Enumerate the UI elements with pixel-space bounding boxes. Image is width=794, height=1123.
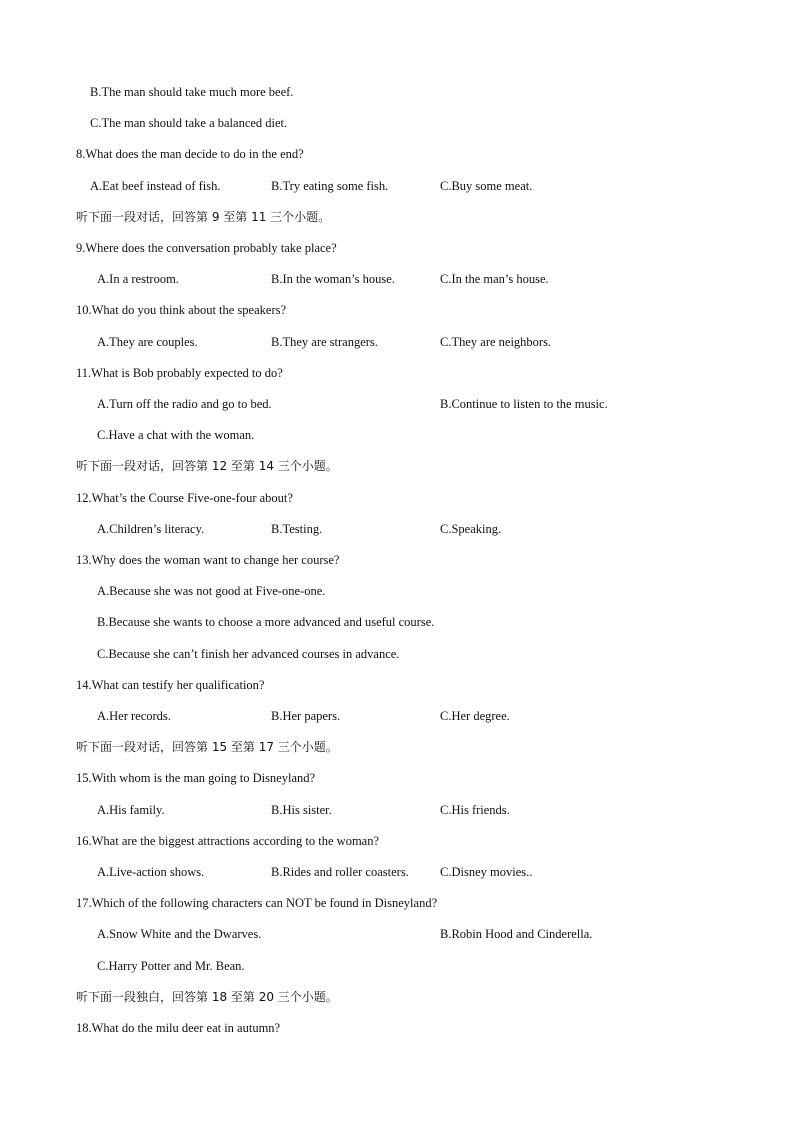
question-text: 17.Which of the following characters can NOT be found in Disneyland?	[76, 896, 438, 910]
section-instruction: 听下面一段对话，回答第 9 至第 11 三个小题。	[76, 210, 331, 224]
section-instruction: 听下面一段独白，回答第 18 至第 20 三个小题。	[76, 990, 338, 1004]
answer-option: A.Children’s literacy.	[97, 522, 205, 536]
answer-option: C.His friends.	[440, 803, 510, 817]
answer-option: C.Her degree.	[440, 709, 510, 723]
answer-option: C.Because she can’t finish her advanced courses in advance.	[97, 647, 400, 661]
answer-option: C.The man should take a balanced diet.	[90, 116, 288, 130]
answer-option: B.The man should take much more beef.	[90, 85, 294, 99]
answer-option: B.They are strangers.	[271, 335, 378, 349]
question-text: 12.What’s the Course Five-one-four about?	[76, 491, 293, 505]
section-instruction: 听下面一段对话，回答第 12 至第 14 三个小题。	[76, 459, 338, 473]
question-text: 10.What do you think about the speakers?	[76, 303, 287, 317]
answer-option: B.Because she wants to choose a more advanced and useful course.	[97, 615, 435, 629]
section-instruction: 听下面一段对话，回答第 15 至第 17 三个小题。	[76, 740, 338, 754]
question-text: 11.What is Bob probably expected to do?	[76, 366, 283, 380]
answer-option: A.Turn off the radio and go to bed.	[97, 397, 272, 411]
question-text: 13.Why does the woman want to change her course?	[76, 553, 340, 567]
answer-option: B.In the woman’s house.	[271, 272, 395, 286]
answer-option: B.His sister.	[271, 803, 332, 817]
question-text: 8.What does the man decide to do in the end?	[76, 147, 304, 161]
answer-option: A.Live-action shows.	[97, 865, 205, 879]
answer-option: A.Because she was not good at Five-one-one.	[97, 584, 326, 598]
question-text: 15.With whom is the man going to Disneyland?	[76, 771, 316, 785]
answer-option: C.They are neighbors.	[440, 335, 552, 349]
answer-option: B.Continue to listen to the music.	[440, 397, 608, 411]
question-text: 14.What can testify her qualification?	[76, 678, 265, 692]
answer-option: C.Harry Potter and Mr. Bean.	[97, 959, 245, 973]
question-text: 18.What do the milu deer eat in autumn?	[76, 1021, 281, 1035]
answer-option: A.Her records.	[97, 709, 171, 723]
answer-option: B.Testing.	[271, 522, 323, 536]
answer-option: B.Rides and roller coasters.	[271, 865, 409, 879]
answer-option: A.Eat beef instead of fish.	[90, 179, 221, 193]
answer-option: B.Try eating some fish.	[271, 179, 389, 193]
answer-option: C.Speaking.	[440, 522, 502, 536]
answer-option: C.In the man’s house.	[440, 272, 549, 286]
answer-option: C.Buy some meat.	[440, 179, 533, 193]
answer-option: B.Her papers.	[271, 709, 341, 723]
question-text: 9.Where does the conversation probably take place?	[76, 241, 337, 255]
answer-option: C.Disney movies..	[440, 865, 533, 879]
answer-option: B.Robin Hood and Cinderella.	[440, 927, 593, 941]
answer-option: C.Have a chat with the woman.	[97, 428, 255, 442]
answer-option: A.They are couples.	[97, 335, 198, 349]
answer-option: A.In a restroom.	[97, 272, 179, 286]
question-text: 16.What are the biggest attractions according to the woman?	[76, 834, 380, 848]
answer-option: A.Snow White and the Dwarves.	[97, 927, 262, 941]
answer-option: A.His family.	[97, 803, 165, 817]
